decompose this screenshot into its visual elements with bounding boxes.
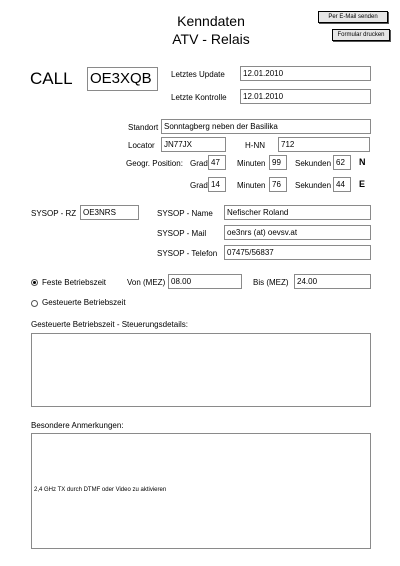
locator-label: Locator	[128, 141, 155, 150]
last-update-field[interactable]: 12.01.2010	[240, 66, 371, 81]
form-subtitle: ATV - Relais	[172, 31, 250, 47]
from-field[interactable]: 08.00	[168, 274, 242, 289]
lon-min-label: Minuten	[237, 181, 266, 190]
lon-grad-label: Grad	[190, 181, 208, 190]
lat-sec-label: Sekunden	[295, 159, 332, 168]
call-sign-field[interactable]: OE3XQB	[87, 67, 158, 91]
last-check-label: Letzte Kontrolle	[171, 93, 227, 102]
lat-grad-label: Grad	[190, 159, 208, 168]
lon-grad-field[interactable]: 14	[208, 177, 226, 192]
from-label: Von (MEZ)	[127, 278, 166, 287]
sysop-rz-label: SYSOP - RZ	[31, 209, 77, 218]
form-title: Kenndaten	[177, 13, 245, 29]
fixed-time-label: Feste Betriebszeit	[42, 278, 107, 287]
to-field[interactable]: 24.00	[294, 274, 371, 289]
site-field[interactable]: Sonntagberg neben der Basilika	[161, 119, 371, 134]
sysop-mail-field[interactable]: oe3nrs (at) oevsv.at	[224, 225, 371, 240]
sysop-name-field[interactable]: Nefischer Roland	[224, 205, 371, 220]
lat-sec-field[interactable]: 62	[333, 155, 351, 170]
geo-position-label: Geogr. Position:	[126, 159, 183, 168]
sysop-mail-label: SYSOP - Mail	[157, 229, 207, 238]
lon-min-field[interactable]: 76	[269, 177, 287, 192]
last-check-field[interactable]: 12.01.2010	[240, 89, 371, 104]
hnn-field[interactable]: 712	[278, 137, 370, 152]
fixed-time-radio[interactable]	[31, 279, 38, 286]
lat-grad-field[interactable]: 47	[208, 155, 226, 170]
sysop-phone-label: SYSOP - Telefon	[157, 249, 218, 258]
call-label: CALL	[30, 69, 73, 88]
print-form-button[interactable]: Formular drucken	[332, 29, 390, 41]
lat-min-label: Minuten	[237, 159, 266, 168]
lon-direction: E	[359, 179, 366, 189]
lat-direction: N	[359, 157, 366, 167]
site-label: Standort	[128, 123, 159, 132]
lon-sec-label: Sekunden	[295, 181, 332, 190]
last-update-label: Letztes Update	[171, 70, 225, 79]
lat-min-field[interactable]: 99	[269, 155, 287, 170]
hnn-label: H-NN	[245, 141, 265, 150]
sysop-phone-field[interactable]: 07475/56837	[224, 245, 371, 260]
remarks-label: Besondere Anmerkungen:	[31, 421, 124, 430]
control-details-textarea[interactable]	[31, 333, 371, 407]
email-send-button[interactable]: Per E-Mail senden	[318, 11, 388, 23]
sysop-rz-field[interactable]: OE3NRS	[80, 205, 139, 220]
sysop-name-label: SYSOP - Name	[157, 209, 213, 218]
controlled-time-radio[interactable]	[31, 300, 38, 307]
remarks-textarea[interactable]: 2,4 GHz TX durch DTMF oder Video zu aktivieren	[31, 433, 371, 549]
to-label: Bis (MEZ)	[253, 278, 289, 287]
control-details-label: Gesteuerte Betriebszeit - Steuerungsdetails:	[31, 320, 188, 329]
controlled-time-label: Gesteuerte Betriebszeit	[42, 298, 126, 307]
locator-field[interactable]: JN77JX	[161, 137, 226, 152]
lon-sec-field[interactable]: 44	[333, 177, 351, 192]
